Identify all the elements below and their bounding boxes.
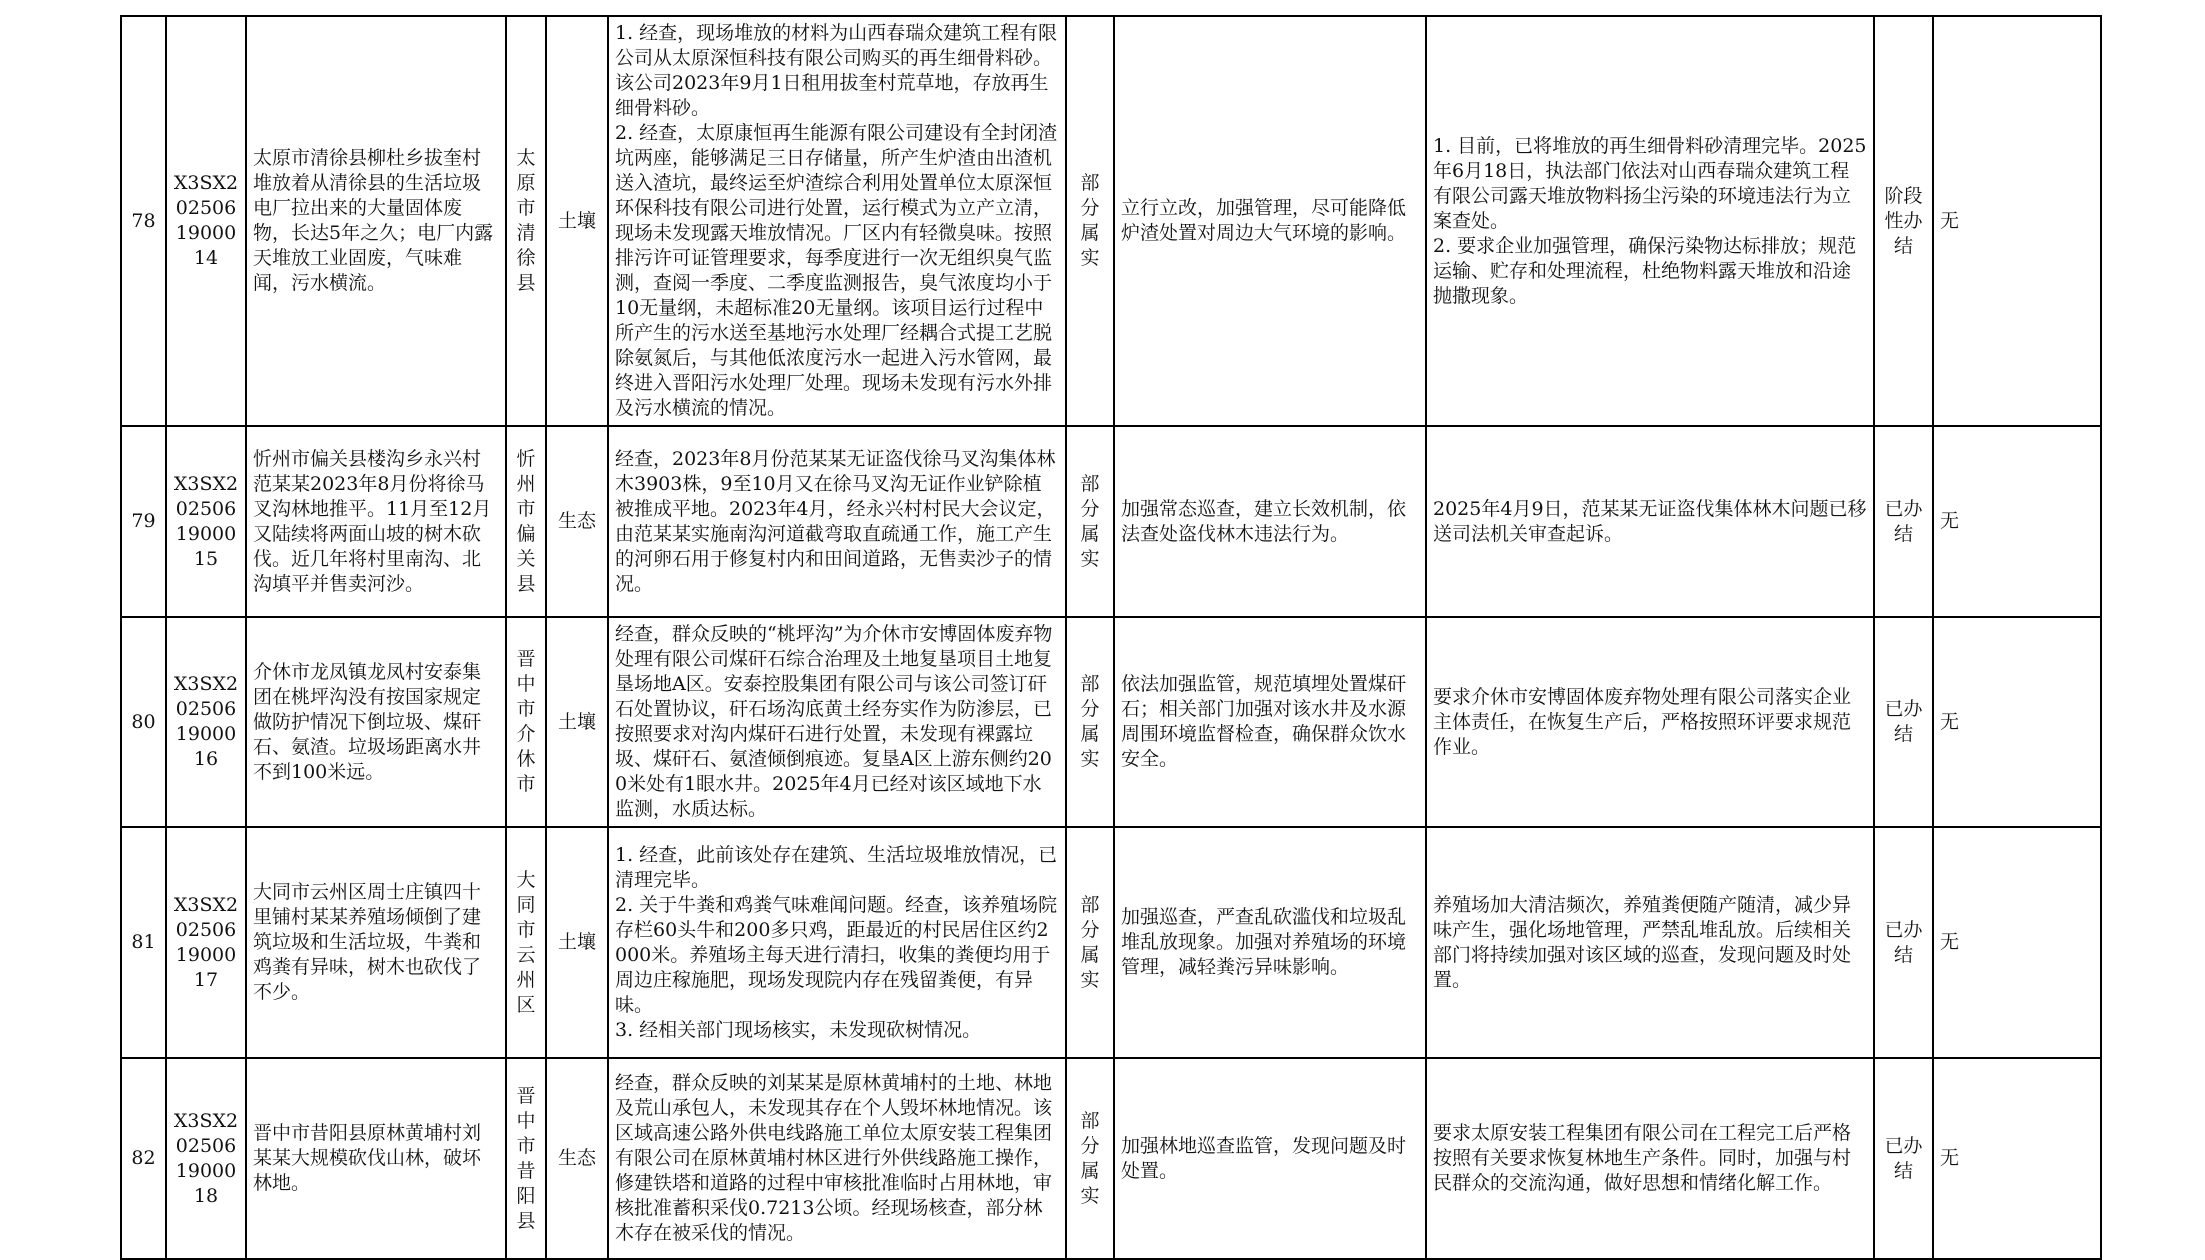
pollution-type: 生态	[546, 1058, 608, 1259]
pollution-type: 土壤	[546, 617, 608, 827]
region: 太原市清徐县	[506, 16, 546, 426]
verdict: 部分属实	[1066, 827, 1114, 1058]
accountability: 无	[1933, 16, 2101, 426]
rectification-measures: 加强常态巡查，建立长效机制，依法查处盗伐林木违法行为。	[1114, 426, 1426, 617]
table-row	[121, 16, 2101, 426]
rectification-measures: 立行立改，加强管理，尽可能降低炉渣处置对周边大气环境的影响。	[1114, 16, 1426, 426]
case-code: X3SX2025061900018	[166, 1058, 246, 1259]
case-status: 已办结	[1874, 827, 1933, 1058]
row-number: 80	[121, 617, 166, 827]
case-status: 已办结	[1874, 1058, 1933, 1259]
table-row	[121, 426, 2101, 617]
accountability: 无	[1933, 426, 2101, 617]
rectification-measures: 加强林地巡查监管，发现问题及时处置。	[1114, 1058, 1426, 1259]
row-number: 79	[121, 426, 166, 617]
row-number: 78	[121, 16, 166, 426]
complaint-content: 介休市龙凤镇龙凤村安泰集团在桃坪沟没有按国家规定做防护情况下倒垃圾、煤矸石、氨渣。垃圾场距离水井不到100米远。	[246, 617, 506, 827]
case-code: X3SX2025061900015	[166, 426, 246, 617]
row-number: 82	[121, 1058, 166, 1259]
table-row	[121, 827, 2101, 1058]
case-status: 阶段性办结	[1874, 16, 1933, 426]
pollution-type: 土壤	[546, 16, 608, 426]
case-code: X3SX2025061900016	[166, 617, 246, 827]
pollution-type: 土壤	[546, 827, 608, 1058]
handling-result: 1. 目前，已将堆放的再生细骨料砂清理完毕。2025年6月18日，执法部门依法对山西春瑞众建筑工程有限公司露天堆放物料扬尘污染的环境违法行为立案查处。 2. 要求企业加强管理，确保污染物达标排放；规范运输、贮存和处理流程，杜绝物料露天堆放和沿途抛撒现象。	[1426, 16, 1874, 426]
table-row	[121, 1058, 2101, 1259]
region: 晋中市介休市	[506, 617, 546, 827]
rectification-measures: 加强巡查，严查乱砍滥伐和垃圾乱堆乱放现象。加强对养殖场的环境管理，减轻粪污异味影响。	[1114, 827, 1426, 1058]
investigation-findings: 经查，群众反映的刘某某是原林黄埔村的土地、林地及荒山承包人，未发现其存在个人毁坏林地情况。该区域高速公路外供电线路施工单位太原安装工程集团有限公司在原林黄埔村林区进行外供线路施工操作，修建铁塔和道路的过程中审核批准临时占用林地，审核批准蓄积采伐0.7213公顷。经现场核查，部分林木存在被采伐的情况。	[608, 1058, 1066, 1259]
accountability: 无	[1933, 1058, 2101, 1259]
handling-result: 要求介休市安博固体废弃物处理有限公司落实企业主体责任，在恢复生产后，严格按照环评要求规范作业。	[1426, 617, 1874, 827]
handling-result: 要求太原安装工程集团有限公司在工程完工后严格按照有关要求恢复林地生产条件。同时，加强与村民群众的交流沟通，做好思想和情绪化解工作。	[1426, 1058, 1874, 1259]
complaint-content: 太原市清徐县柳杜乡拔奎村堆放着从清徐县的生活垃圾电厂拉出来的大量固体废物，长达5年之久；电厂内露天堆放工业固废，气味难闻，污水横流。	[246, 16, 506, 426]
row-number: 81	[121, 827, 166, 1058]
verdict: 部分属实	[1066, 426, 1114, 617]
complaint-table	[120, 15, 2102, 1260]
region: 晋中市昔阳县	[506, 1058, 546, 1259]
region: 大同市云州区	[506, 827, 546, 1058]
handling-result: 2025年4月9日，范某某无证盗伐集体林木问题已移送司法机关审查起诉。	[1426, 426, 1874, 617]
table-body	[121, 16, 2101, 1259]
accountability: 无	[1933, 827, 2101, 1058]
table-row	[121, 617, 2101, 827]
investigation-findings: 经查，2023年8月份范某某无证盗伐徐马叉沟集体林木3903株，9至10月又在徐马叉沟无证作业铲除植被推成平地。2023年4月，经永兴村村民大会议定，由范某某实施南沟河道截弯取直疏通工作，施工产生的河卵石用于修复村内和田间道路，无售卖沙子的情况。	[608, 426, 1066, 617]
case-code: X3SX2025061900017	[166, 827, 246, 1058]
region: 忻州市偏关县	[506, 426, 546, 617]
verdict: 部分属实	[1066, 1058, 1114, 1259]
case-code: X3SX2025061900014	[166, 16, 246, 426]
investigation-findings: 经查，群众反映的“桃坪沟”为介休市安博固体废弃物处理有限公司煤矸石综合治理及土地复垦项目土地复垦场地A区。安泰控股集团有限公司与该公司签订矸石处置协议，矸石场沟底黄土经夯实作为防渗层，已按照要求对沟内煤矸石进行处置，未发现有裸露垃圾、煤矸石、氨渣倾倒痕迹。复垦A区上游东侧约200米处有1眼水井。2025年4月已经对该区域地下水监测，水质达标。	[608, 617, 1066, 827]
accountability: 无	[1933, 617, 2101, 827]
handling-result: 养殖场加大清洁频次，养殖粪便随产随清，减少异味产生，强化场地管理，严禁乱堆乱放。后续相关部门将持续加强对该区域的巡查，发现问题及时处置。	[1426, 827, 1874, 1058]
complaint-content: 大同市云州区周士庄镇四十里铺村某某养殖场倾倒了建筑垃圾和生活垃圾，牛粪和鸡粪有异味，树木也砍伐了不少。	[246, 827, 506, 1058]
pollution-type: 生态	[546, 426, 608, 617]
verdict: 部分属实	[1066, 16, 1114, 426]
rectification-measures: 依法加强监管，规范填埋处置煤矸石；相关部门加强对该水井及水源周围环境监督检查，确保群众饮水安全。	[1114, 617, 1426, 827]
case-status: 已办结	[1874, 617, 1933, 827]
investigation-findings: 1. 经查，现场堆放的材料为山西春瑞众建筑工程有限公司从太原深恒科技有限公司购买的再生细骨料砂。该公司2023年9月1日租用拔奎村荒草地，存放再生细骨料砂。 2. 经查，太原康恒再生能源有限公司建设有全封闭渣坑两座，能够满足三日存储量，所产生炉渣由出渣机送入渣坑，最终运至炉渣综合利用处置单位太原深恒环保科技有限公司进行处置，运行模式为立产立清，现场未发现露天堆放情况。厂区内有轻微臭味。按照排污许可证管理要求，每季度进行一次无组织臭气监测，查阅一季度、二季度监测报告，臭气浓度均小于10无量纲，未超标准20无量纲。该项目运行过程中所产生的污水送至基地污水处理厂经耦合式提工艺脱除氨氮后，与其他低浓度污水一起进入污水管网，最终进入晋阳污水处理厂处理。现场未发现有污水外排及污水横流的情况。	[608, 16, 1066, 426]
verdict: 部分属实	[1066, 617, 1114, 827]
complaint-content: 晋中市昔阳县原林黄埔村刘某某大规模砍伐山林，破坏林地。	[246, 1058, 506, 1259]
case-status: 已办结	[1874, 426, 1933, 617]
investigation-findings: 1. 经查，此前该处存在建筑、生活垃圾堆放情况，已清理完毕。 2. 关于牛粪和鸡粪气味难闻问题。经查，该养殖场院存栏60头牛和200多只鸡，距最近的村民居住区约2000米。养殖场主每天进行清扫，收集的粪便均用于周边庄稼施肥，现场发现院内存在残留粪便，有异味。 3. 经相关部门现场核实，未发现砍树情况。	[608, 827, 1066, 1058]
complaint-content: 忻州市偏关县楼沟乡永兴村范某某2023年8月份将徐马叉沟林地推平。11月至12月又陆续将两面山坡的树木砍伐。近几年将村里南沟、北沟填平并售卖河沙。	[246, 426, 506, 617]
